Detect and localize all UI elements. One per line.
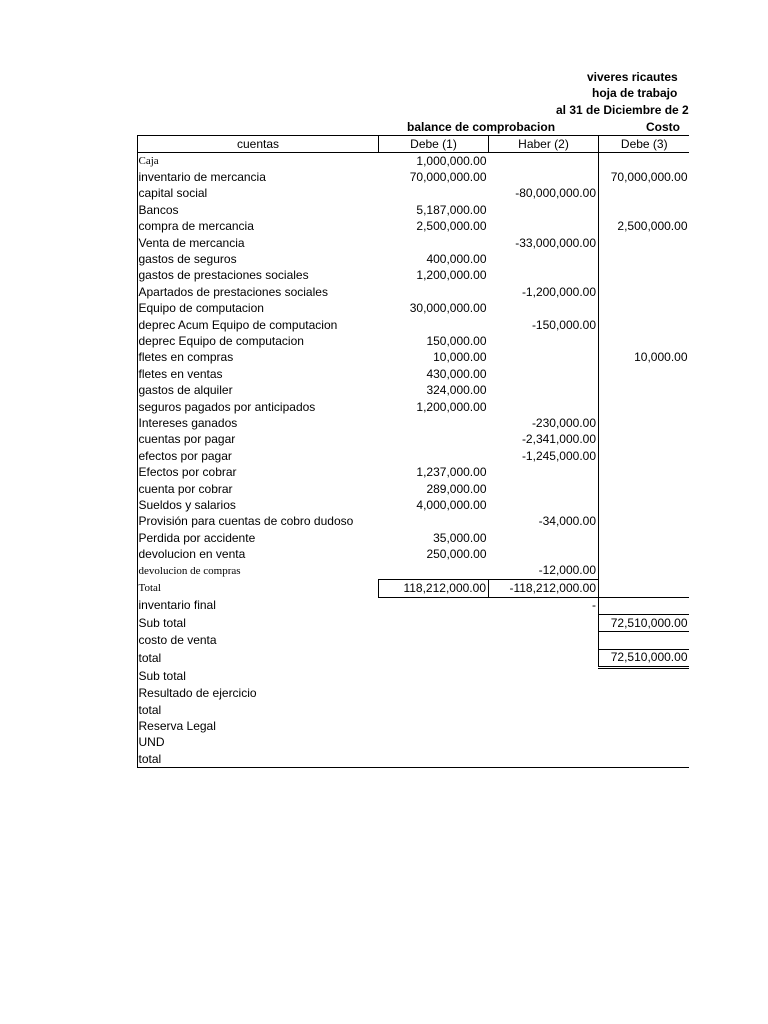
total-cost-haber-2 — [489, 649, 599, 667]
account-name: gastos de alquiler — [138, 383, 233, 398]
debe-3-value — [599, 530, 690, 546]
debe-3-value — [599, 268, 690, 284]
summary-row — [138, 735, 690, 751]
debe-1-value — [379, 432, 489, 448]
column-header-row — [138, 136, 690, 153]
debe-1-value: 35,000.00 — [433, 530, 487, 545]
total3-label: total — [138, 751, 162, 766]
table-row — [138, 235, 690, 251]
table-row — [138, 268, 690, 284]
total3-debe-3 — [599, 751, 690, 767]
inventario-final-debe-3 — [599, 597, 690, 614]
account-name: capital social — [138, 186, 208, 201]
account-name: cuentas por pagar — [138, 432, 236, 447]
debe-1-value — [379, 186, 489, 202]
debe-3-value: 70,000,000.00 — [599, 169, 690, 185]
total-cost-label: total — [138, 650, 162, 665]
sub-total-debe-1 — [379, 614, 489, 631]
inventario-final-label: inventario final — [138, 598, 216, 613]
account-name: deprec Equipo de computacion — [138, 333, 304, 348]
summary-row — [138, 614, 690, 631]
haber-2-value — [489, 301, 599, 317]
column-header-debe-3: Debe (3) — [599, 136, 690, 153]
haber-2-value — [489, 464, 599, 480]
table-row — [138, 546, 690, 562]
resultado-debe-3 — [599, 686, 690, 702]
haber-2-value — [489, 202, 599, 218]
account-name: cuenta por cobrar — [138, 481, 233, 496]
haber-2-value: -12,000.00 — [538, 563, 596, 578]
section-cost-header: Costo — [646, 120, 680, 134]
debe-1-value: 10,000.00 — [433, 350, 487, 365]
account-name: inventario de mercancia — [138, 170, 266, 185]
debe-1-value: 324,000.00 — [426, 383, 487, 398]
haber-2-value — [489, 382, 599, 398]
account-name: Caja — [138, 154, 159, 167]
total-row — [138, 580, 690, 597]
account-name: efectos por pagar — [138, 448, 232, 463]
table-row — [138, 448, 690, 464]
reserva-debe-1 — [379, 718, 489, 734]
table-row — [138, 432, 690, 448]
debe-3-value — [599, 448, 690, 464]
worksheet-table — [137, 135, 689, 767]
account-name: devolucion de compras — [138, 564, 241, 577]
inventario-final-debe-1 — [379, 597, 489, 614]
debe-3-value — [599, 284, 690, 300]
table-row — [138, 415, 690, 431]
total2-debe-1 — [379, 702, 489, 718]
total-haber-2: -118,212,000.00 — [489, 580, 599, 597]
table-row — [138, 219, 690, 235]
haber-2-value — [489, 268, 599, 284]
haber-2-value — [489, 251, 599, 267]
debe-1-value: 5,187,000.00 — [416, 202, 487, 217]
costo-venta-haber-2 — [489, 632, 599, 649]
haber-2-value — [489, 497, 599, 513]
costo-venta-debe-3 — [599, 632, 690, 649]
total2-label: total — [138, 702, 162, 717]
haber-2-value — [489, 153, 599, 170]
account-name: Equipo de computacion — [138, 301, 264, 316]
haber-2-value: -1,200,000.00 — [521, 284, 596, 299]
debe-3-value — [599, 497, 690, 513]
debe-1-value: 150,000.00 — [426, 333, 487, 348]
section-balance-header: balance de comprobacion — [407, 120, 556, 134]
haber-2-value — [489, 481, 599, 497]
debe-3-value — [599, 563, 690, 580]
debe-1-value: 1,200,000.00 — [416, 268, 487, 283]
table-row — [138, 481, 690, 497]
haber-2-value — [489, 219, 599, 235]
debe-1-value — [379, 317, 489, 333]
haber-2-value: -34,000.00 — [538, 514, 596, 529]
account-name: gastos de seguros — [138, 252, 237, 267]
debe-1-value: 2,500,000.00 — [416, 219, 487, 234]
debe-3-value — [599, 317, 690, 333]
debe-3-value — [599, 415, 690, 431]
debe-1-value: 250,000.00 — [426, 547, 487, 562]
worksheet — [137, 135, 689, 768]
account-name: Perdida por accidente — [138, 530, 256, 545]
debe-3-value — [599, 235, 690, 251]
debe-3-value — [599, 481, 690, 497]
debe-1-value: 1,237,000.00 — [416, 465, 487, 480]
column-header-cuentas: cuentas — [138, 136, 379, 153]
debe-1-value: 1,000,000.00 — [416, 153, 487, 168]
account-name: seguros pagados por anticipados — [138, 399, 316, 414]
table-row — [138, 399, 690, 415]
debe-1-value — [379, 563, 489, 580]
debe-1-value: 289,000.00 — [426, 481, 487, 496]
debe-1-value: 70,000,000.00 — [409, 170, 487, 185]
table-row — [138, 514, 690, 530]
table-row — [138, 563, 690, 580]
total-debe-3 — [599, 580, 690, 597]
summary-row — [138, 649, 690, 667]
inventario-final-haber-2: - — [592, 598, 596, 613]
sheet-left-border — [137, 135, 138, 768]
account-name: Apartados de prestaciones sociales — [138, 284, 328, 299]
summary-row — [138, 686, 690, 702]
debe-3-value: 10,000.00 — [599, 350, 690, 366]
haber-2-value — [489, 546, 599, 562]
haber-2-value: -230,000.00 — [531, 415, 596, 430]
debe-1-value — [379, 235, 489, 251]
summary-row — [138, 632, 690, 649]
und-haber-2 — [489, 735, 599, 751]
debe-3-value — [599, 202, 690, 218]
debe-3-value — [599, 366, 690, 382]
account-name: devolucion en venta — [138, 547, 246, 562]
sub-total2-label: Sub total — [138, 669, 186, 684]
column-header-debe-1: Debe (1) — [379, 136, 489, 153]
costo-venta-debe-1 — [379, 632, 489, 649]
haber-2-value — [489, 530, 599, 546]
table-row — [138, 169, 690, 185]
debe-3-value — [599, 333, 690, 349]
debe-1-value: 400,000.00 — [426, 252, 487, 267]
debe-3-value — [599, 186, 690, 202]
total2-debe-3 — [599, 702, 690, 718]
costo-venta-label: costo de venta — [138, 633, 217, 648]
haber-2-value — [489, 350, 599, 366]
debe-3-value — [599, 399, 690, 415]
debe-1-value — [379, 448, 489, 464]
table-row — [138, 530, 690, 546]
table-row — [138, 284, 690, 300]
haber-2-value: -80,000,000.00 — [515, 186, 596, 201]
haber-2-value: -33,000,000.00 — [515, 235, 596, 250]
account-name: Efectos por cobrar — [138, 465, 237, 480]
summary-row — [138, 751, 690, 767]
debe-3-value — [599, 382, 690, 398]
resultado-label: Resultado de ejercicio — [138, 686, 257, 701]
account-name: Bancos — [138, 202, 179, 217]
table-row — [138, 382, 690, 398]
reserva-label: Reserva Legal — [138, 718, 216, 733]
total3-debe-1 — [379, 751, 489, 767]
resultado-haber-2 — [489, 686, 599, 702]
table-row — [138, 186, 690, 202]
account-name: Sueldos y salarios — [138, 497, 236, 512]
haber-2-value: -150,000.00 — [531, 317, 596, 332]
debe-1-value: 430,000.00 — [426, 366, 487, 381]
table-row — [138, 464, 690, 480]
debe-1-value — [379, 284, 489, 300]
debe-3-value: 2,500,000.00 — [599, 219, 690, 235]
resultado-debe-1 — [379, 686, 489, 702]
reserva-debe-3 — [599, 718, 690, 734]
reserva-haber-2 — [489, 718, 599, 734]
company-name: viveres ricautes — [587, 70, 678, 84]
debe-3-value — [599, 546, 690, 562]
account-name: gastos de prestaciones sociales — [138, 268, 309, 283]
account-name: Provisión para cuentas de cobro dudoso — [138, 514, 354, 529]
sheet-title: hoja de trabajo — [592, 86, 678, 100]
account-name: Intereses ganados — [138, 415, 238, 430]
account-name: fletes en ventas — [138, 366, 223, 381]
table-row — [138, 333, 690, 349]
debe-3-value — [599, 153, 690, 170]
account-name: fletes en compras — [138, 350, 234, 365]
sub-total-haber-2 — [489, 614, 599, 631]
sub-total-label: Sub total — [138, 615, 186, 630]
table-row — [138, 350, 690, 366]
debe-1-value: 4,000,000.00 — [416, 497, 487, 512]
debe-1-value — [379, 415, 489, 431]
report-date: al 31 de Diciembre de 2 — [556, 103, 689, 117]
summary-row — [138, 702, 690, 718]
haber-2-value — [489, 169, 599, 185]
debe-3-value — [599, 251, 690, 267]
sub-total-debe-3: 72,510,000.00 — [599, 614, 690, 631]
summary-row — [138, 718, 690, 734]
account-name: Venta de mercancia — [138, 235, 245, 250]
total-debe-1: 118,212,000.00 — [379, 580, 489, 597]
sub-total2-debe-1 — [379, 668, 489, 686]
debe-1-value: 30,000,000.00 — [409, 301, 487, 316]
debe-1-value: 1,200,000.00 — [416, 399, 487, 414]
table-row — [138, 202, 690, 218]
sub-total2-debe-3 — [599, 668, 690, 686]
total-cost-debe-3: 72,510,000.00 — [599, 649, 690, 667]
haber-2-value: -1,245,000.00 — [521, 448, 596, 463]
summary-row — [138, 668, 690, 686]
total3-haber-2 — [489, 751, 599, 767]
debe-3-value — [599, 301, 690, 317]
haber-2-value — [489, 366, 599, 382]
table-row — [138, 366, 690, 382]
column-header-haber-2: Haber (2) — [489, 136, 599, 153]
sheet-bottom-border — [137, 767, 689, 768]
debe-3-value — [599, 432, 690, 448]
table-row — [138, 497, 690, 513]
account-name: compra de mercancia — [138, 219, 254, 234]
haber-2-value: -2,341,000.00 — [521, 432, 596, 447]
haber-2-value — [489, 399, 599, 415]
und-debe-3 — [599, 735, 690, 751]
debe-3-value — [599, 514, 690, 530]
total-label: Total — [138, 581, 161, 594]
table-row — [138, 301, 690, 317]
debe-1-value — [379, 514, 489, 530]
debe-3-value — [599, 464, 690, 480]
table-row — [138, 317, 690, 333]
total-cost-debe-1 — [379, 649, 489, 667]
account-name: deprec Acum Equipo de computacion — [138, 317, 338, 332]
table-row — [138, 251, 690, 267]
total2-haber-2 — [489, 702, 599, 718]
und-label: UND — [138, 735, 165, 750]
haber-2-value — [489, 333, 599, 349]
table-row — [138, 153, 690, 170]
sub-total2-haber-2 — [489, 668, 599, 686]
summary-row — [138, 597, 690, 614]
und-debe-1 — [379, 735, 489, 751]
